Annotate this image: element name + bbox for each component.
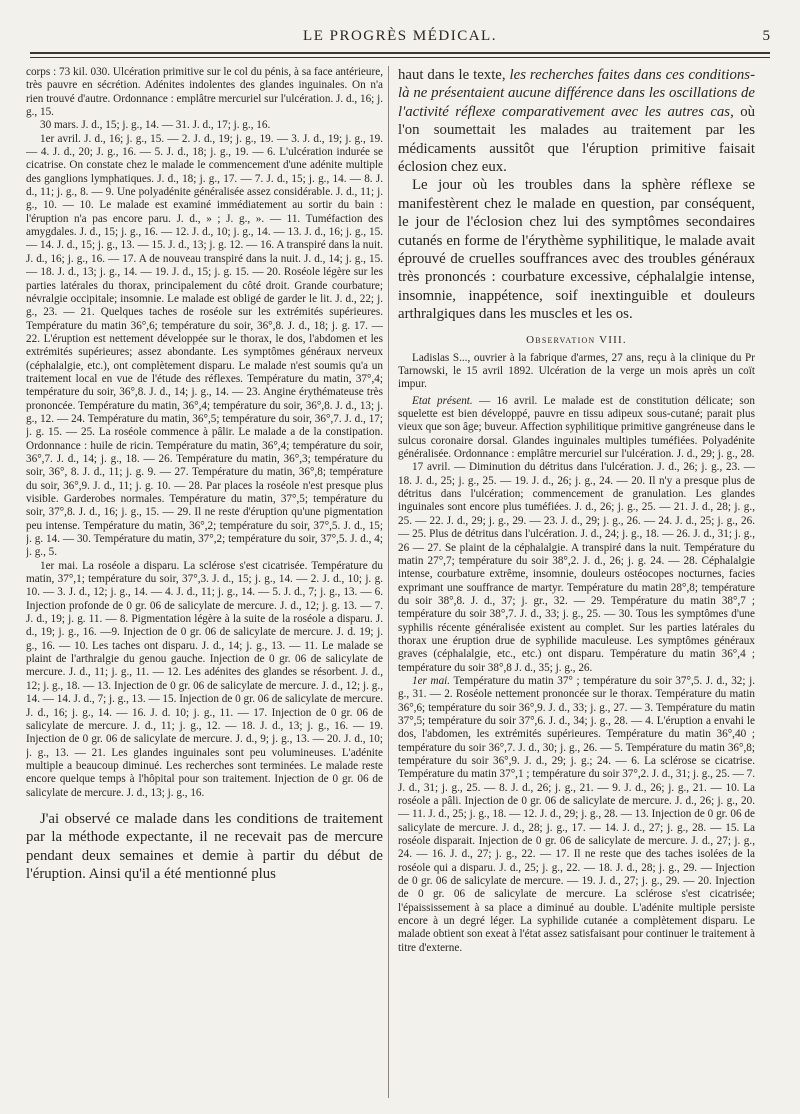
case-entry: 1er mai. La roséole a disparu. La sclérose s'est cicatrisée. Température du matin, 37°,1; température du soir, 37°,3. J. d., 15; j. g., 14. — 2. J. d., 10; j. g. 10. — 3. J. d., 12; j. g., 14. — 4. J. d., 11; j. g., 14. — 5. J. d., 7; j. g., 13. — 6. Injection profonde de 0 gr. 06 de salicylate de mercure. J. d., 12; j. g. 13. — 7. J. d., 19; j. g. 11. — 8. Pigmentation légère à la suite de la roséole a disparu. J. d., 19; j. g., 16. —9. Injection de 0 gr. 06 de salicylate de mercure. J. d. 19; j. g., 16. — 10. Les taches ont disparu. J. d., 14; j. g., 13. — 11. Le malade se plaint de l'arthralgie du genou gauche. Injection de 0 gr. 06 de salicylate de mercure. J. d., 11; j. g., 11. — 12. Les adénites des glandes se résorbent. J. d., 12; j. g., 18. — 13. Injection de 0 gr. 06 de salicylate de mercure. J. d., 12; j. g., 14. — 14. J. d., 7; j. g., 13. — 15. Injection de 0 gr. 06 de salicylate de mercure. J. d., 16; j. g., 14. — 16. J. d. 10; j. g., 11. — 17. Injection de 0 gr. 06 de salicylate de mercure. J. d., 11; j. g., 12. — 18. J. d., 13; j. g., 16. — 19. Injection de 0 gr. 06 de salicylate de mercure. J. d., 9; j. g., 13. — 20. J. d., 10; j. g., 13. — 21. Les glandes inguinales sont peu volumineuses. L'adénite multiple a beaucoup diminué. Les recherches sont terminées. Le malade reste encore quelque temps à l'hôpital pour son traitement. Injection de 0 gr. 06 de salicylate de mercure. J. d., 13; j. g., 16.: [26, 559, 383, 799]
discussion-emphasis: les recherches faites dans ces conditions-là ne présentaient aucune différence dans les oscillations de l'activité réflexe comparativement avec les autres cas,: [398, 67, 755, 120]
case-entry: 30 mars. J. d., 15; j. g., 14. — 31. J. d., 17; j. g., 16.: [40, 119, 271, 132]
header-rule-thick: [30, 52, 770, 54]
discussion-lead: haut dans le texte,: [398, 67, 506, 83]
closing-paragraph: J'ai observé ce malade dans les conditions de traitement par la méthode expectante, il ne recevait pas de mercure pendant deux semaines et demie à partir du début de l'éruption. Ainsi qu'il a été mentionné plus: [26, 810, 383, 883]
journal-title: LE PROGRÈS MÉDICAL.: [303, 28, 497, 44]
case-entry: corps : 73 kil. 030. Ulcération primitive sur le col du pénis, à sa face antérieure, très pauvre en sécrétion. Adénites indolentes des glandes inguinales. On n'a rien trouvé d'autre. Ordonnance : emplâtre mercuriel sur l'ulcération. J. d., 16; j. g., 15.: [26, 66, 383, 119]
observation-heading: Observation VIII.: [526, 333, 627, 346]
mai-label: 1er mai.: [412, 674, 451, 687]
left-column: [26, 66, 383, 1101]
mai-text: Température du matin 37° ; température du soir 37°,5. J. d., 32; j. g., 31. — 2. Roséole nettement prononcée sur le thorax. Température du matin 36°,6; température du soir 36°,9. J. d., 33; j. g., 27. — 3. Température du matin 37°,5; température du soir 37°,6. J. d., 34; j. g., 28. — 4. L'éruption a envahi le dos, l'abdomen, les extrémités supérieures. Température du matin 36°,40 ; température du soir 36°,7. J. d., 30; j. g., 26. — 5. Température du matin 36°,8; température du soir 36°,9. J. d., 29; j. g.; 24. — 6. La sclérose se cicatrise. Température du matin 37°,1 ; température du soir 37°,2. J. d., 31; j. g., 25. — 7. J. d., 31; j. g., 25. — 8. J. d., 26; j. g., 21. — 9. J. d., 26; j. g., 21. — 10. La roséole a pâli. Injection de 0 gr. 06 de salicylate de mercure. J. d., 26; j. g., 20. — 11. J. d., 25; j. g., 18. — 12. J. d., 29; j. g., 28. — 13. Injection de 0 gr. 06 de salicylate de mercure. J. d., 28; j. g., 17. — 14. J. d., 27; j. g., 28. — 15. La roséole disparait. Injection de 0 gr. 06 de salicylate de mercure. J. d., 27; j. g., 24. — 16. J. d., 27; j. g., 22. — 17. Il ne reste que des taches isolées de la roséole qui a disparu. J. d., 25; j. g., 22. — 18. J. d., 28; j. g., 29. — Injection de 0 gr. 06 de salicylate de mercure. — 19. J. d., 27; j. g., 29. — 20. Injection de 0 gr. 06 de salicylate de mercure. La sclérose s'est cicatrisée; l'épaississement à sa place a diminué au double. L'adénite multiple persiste encore à un degré léger. La syphilide cutanée a complètement disparu. Le malade obtient son exeat à l'état assez satisfaisant pour continuer le traitement à titre d'externe.: [398, 674, 755, 954]
discussion-tail: où l'on soumettait les malades au traitement par les médicaments aussitôt que l'éruption primitive faisait éclosion chez eux.: [398, 103, 755, 176]
etat-present-entry: [398, 395, 755, 462]
page-header: [30, 28, 770, 50]
avril-entry: [398, 461, 755, 675]
column-divider: [388, 66, 389, 1098]
case-entry: 1er avril. J. d., 16; j. g., 15. — 2. J. d., 19; j. g., 19. — 3. J. d., 19; j. g., 19. — 4. J. d., 20; J. g., 16. — 5. J. d., 18; j. g., 19. — 6. L'ulcération indurée se cicatrise. On constate chez le malade le commencement d'une adénite multiple des ganglions lymphatiques. J. d., 18; j. g., 17. — 7. J. d., 15; j. g., 14. — 8. J. d., 11; j. g., 8. — 9. Une polyadénite généralisée assez considérable. J. d., 11; j. g., 10. — 10. Le malade est examiné immédiatement au sortir du bain : l'éruption n'a pas encore paru. J. d., » ; J. g., ». — 11. Tuméfaction des amygdales. J. d., 15; j. g., 16. — 12. J. d., 10; j. g., 14. — 13. J. d., 16; j. g., 15. — 14. J. d., 15; j. g., 13. — 15. J. d., 13; j. g. 12. — 16. A transpiré dans la nuit. J. d., 16; j. g., 16. — 17. A de nouveau transpiré dans la nuit. J. d., 14; j. g., 15. — 18. J. d., 13; j. g., 14. — 19. J. d., 15; j. g. 15. — 20. Roséole légère sur les parties latérales du thorax, principalement du côté droit. Grande courbature; névralgie occipitale; insomnie. Le malade est obligé de garder le lit. J. d., 22; j. g., 23. — 21. Quelques taches de roséole sur les extrémités supérieures. Température du matin 36°,6; température du soir, 36°,8. J. d., 18; j. g. 17. — 22. L'éruption est nettement développée sur le thorax, le dos, l'abdomen et les extrémités supérieures; assez abondante. Les symptômes généraux nerveux (céphalalgie, etc.), ont complètement disparu. Le malade n'est soumis qu'a un traitement local en vue de l'étude des réflexes. Température du matin, 37°,4; température du soir, 36°,8. J. d., 14; j. g., 14. — 23. Angine érythémateuse très prononcée. Température du matin, 36°,4; température du soir, 36°,8. J. d., 13; j. g., 12. — 24. Température du matin, 36°,5; température du soir, 36°,7. J. d., 17; j. g. 15. — 25. La roséole commence à pâlir. Le malade a de la constipation. Ordonnance : huile de ricin. Température du matin, 36°,4; température du soir, 36°,7. J. d., 14; j. g., 18. — 26. Température du matin, 36°,3; température du soir, 36°, 8. J. d., 11; j. g. 9. — 27. Température du matin, 36°,8; température du soir, 36°,9. J. d., 11; j. g. 10. — 28. Par places la roséole n'est presque plus visible. Garderobes normales. Température du matin, 37°,5; température du soir, 37°,8. J. d., 16; j. g., 15. — 29. Il ne reste d'éruption qu'une pigmentation peu intense. Température du matin, 36°,2; température du soir, 37°,5. J. d., 15; j. g. 14. — 30. Température du matin, 37°,2; température du soir, 37°,5. J. d., 4; j. g., 5.: [26, 132, 383, 559]
header-rule-thin: [30, 57, 770, 58]
observation-intro: Ladislas S..., ouvrier à la fabrique d'armes, 27 ans, reçu à la clinique du Pr Tarnowski, le 15 avril 1892. Ulcération de la verge un mois après un coït impur.: [398, 351, 755, 391]
etat-present-text: — 16 avril. Le malade est de constitution délicate; son squelette est bien développé, pauvre en tissu adipeux sous-cutané; parait plus vieux que son âge; buveur. Affection syphilitique primitive gangréneuse dans le sulcus coronaire dorsal. Glandes inguinales multiples tuméfiées. Polyadénite généralisée. Ordonnance : emplâtre mercuriel sur l'ulcération. J. d., 29; j. g., 28.: [398, 394, 755, 461]
right-column: [398, 66, 755, 1101]
avril-label: 17 avril.: [412, 461, 451, 474]
avril-text: — Diminution du détritus dans l'ulcération. J. d., 26; j. g., 23. — 18. J. d., 25; j. g., 25. — 19. J. d., 26; j. g., 24. — 20. Il n'y a presque plus de détritus dans l'ulcération; commencement de granulation. Les glandes inguinales sont encore plus tuméfiées. J. d., 26; j. g., 25. — 21. J. d., 28; j. g., 25. — 22. J. d., 29; j. g., 29. — 23. J. d., 29; j. g., 26. — 24. J. d., 25; j. g., 26. — 25. Plus de détritus dans l'ulcération. J. d., 24; j. g., 18. — 26. J. d., 31; j. g., 26 — 27. Se plaint de la céphalalgie. A transpiré dans la nuit. Température du matin 27°,7; température du soir 38°,2. J. d., 26; j. g. 24. — 28. Céphalalgie intense, courbature extrême, insomnie, douleurs ostéocopes nocturnes, facies exprimant une souffrance de martyr. Température du matin 28°,8; température du soir 38°,8. J. d., 37; j. gr., 32. — 29. Température du matin 38°,7 ; température du soir 38°,7. J. d., 33; j. g., 25. — 30. Tous les symptômes d'une syphilis récente généralisée existent au complet. Sur les parties latérales du thorax une éruption drue de syphilide maculeuse. Les symptômes généraux graves (céphalalgie, etc., etc.) ont disparu. Température du matin 36°,4 ; température du soir 38°,8 J. d., 35; j. g., 26.: [398, 461, 755, 674]
mai-entry: [398, 675, 755, 955]
discussion-paragraph: [398, 66, 755, 176]
etat-present-label: Etat présent.: [412, 394, 473, 407]
page-number: 5: [762, 28, 770, 44]
discussion-paragraph-2: Le jour où les troubles dans la sphère réflexe se manifestèrent chez le malade en question, par conséquent, le jour de l'éclosion chez lui des symptômes secondaires cutanés en forme de l'érythème syphilitique, le malade avait éprouvé de cruelles souffrances avec des troubles généraux très prononcés : courbature excessive, céphalalgie intense, insomnie, inappétence, soif inextinguible et douleurs arthralgiques dans les muscles et les os.: [398, 177, 755, 323]
